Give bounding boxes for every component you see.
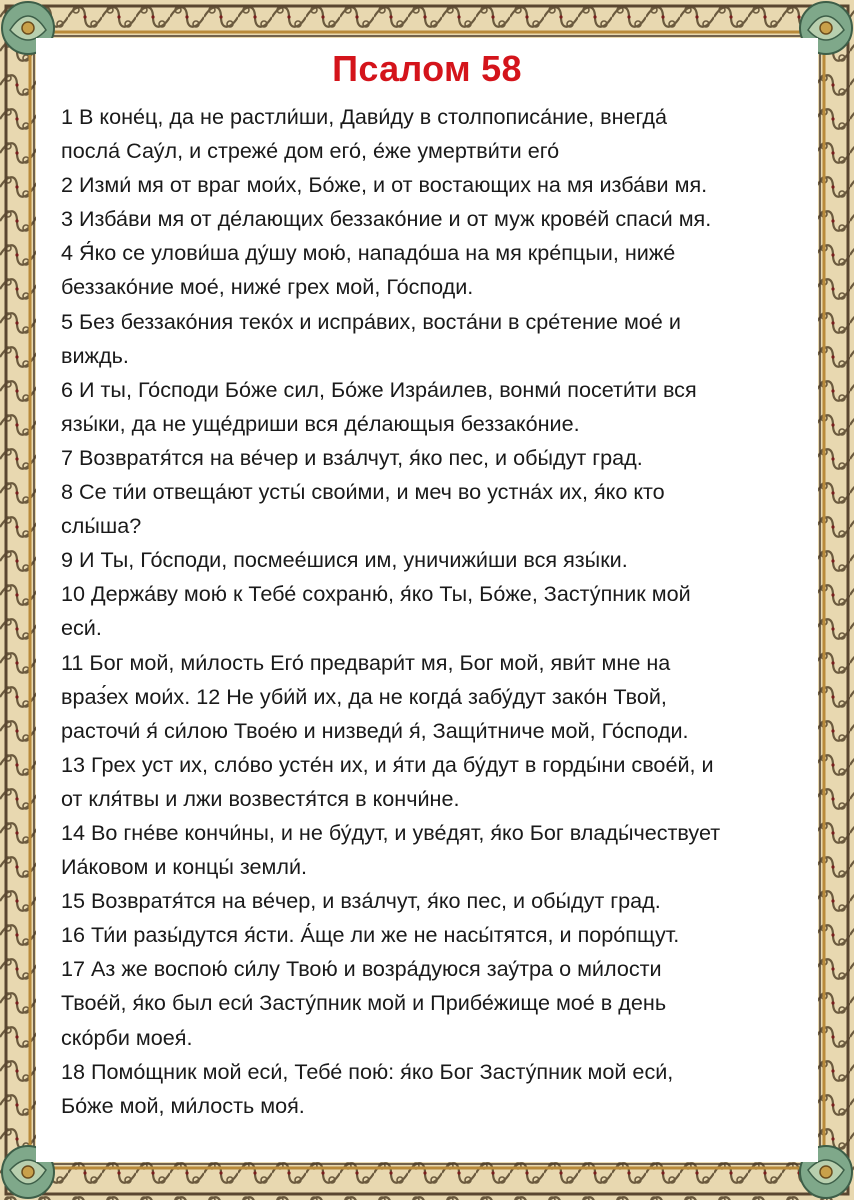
text-line: Твое́й, я́ко был еси́ Засту́пник мой и Прибе́жище мое́ в день [61,990,667,1016]
text-line: 1 В коне́ц, да не растли́ши, Дави́ду в столпописа́ние, внегда́ [61,104,668,129]
text-line: 6 И ты, Го́споди Бо́же сил, Бо́же Изра́илев, вонми́ посети́ти вся [61,376,697,402]
text-line: 18 Помо́щник мой еси́, Тебе́ пою́: я́ко Бог Засту́пник мой еси́, [61,1058,674,1084]
text-line: 16 Ти́и разы́дутся я́сти. А́ще ли же не насы́тятся, и поро́пщут. [61,922,680,948]
text-line: 7 Возвратя́тся на ве́чер и вза́лчут, я́ко пес, и обы́дут град. [61,444,643,470]
text-line: еси́. [61,615,102,641]
text-line: 8 Се ти́и отвеща́ют усты́ свои́ми, и меч во устна́х их, я́ко кто [61,479,665,505]
text-line: 2 Изми́ мя от враг мои́х, Бо́же, и от востающих на мя изба́ви мя. [61,172,708,198]
text-line: 15 Возвратя́тся на ве́чер, и вза́лчут, я́ко пес, и обы́дут град. [61,888,661,914]
psalm-text [61,100,813,1123]
text-line: язы́ки, да не уще́дриши вся де́лающыя беззако́ние. [61,410,580,436]
text-line: ско́рби моея́. [61,1024,193,1050]
text-line: 13 Грех уст их, сло́во усте́н их, и я́ти да бу́дут в горды́ни свое́й, и [61,751,714,777]
text-line: 3 Изба́ви мя от де́лающих беззако́ние и от муж крове́й спаси́ мя. [61,206,712,232]
text-line: слы́ша? [61,513,142,539]
text-line: 9 И Ты, Го́споди, посмее́шися им, уничижи́ши вся язы́ки. [61,547,628,573]
text-line: 10 Держа́ву мою́ к Тебе́ сохраню́, я́ко Ты, Бо́же, Засту́пник мой [61,581,691,607]
text-line: расточи́ я́ си́лою Твое́ю и низведи́ я́, Защи́тниче мой, Го́споди. [61,717,689,743]
text-line: Иа́ковом и концы́ земли́. [61,854,308,880]
text-line: от кля́твы и лжи возвестя́тся в кончи́не. [61,785,460,811]
text-line: 14 Во гне́ве кончи́ны, и не бу́дут, и уве́дят, я́ко Бог влады́чествует [61,819,721,845]
text-line: посла́ Сау́л, и стреже́ дом его́, е́же умертви́ти его́ [61,138,560,164]
text-line: виждь. [61,342,129,368]
page-title: Псалом 58 [332,48,522,89]
text-line: 5 Без беззако́ния теко́х и испра́вих, воста́ни в сре́тение мое́ и [61,308,681,334]
text-line: 4 Я́ко се улови́ша ду́шу мою́, нападо́ша на мя кре́пцыи, ниже́ [61,240,676,266]
text-line: беззако́ние мое́, ниже́ грех мой, Го́споди. [61,274,474,300]
text-line: 11 Бог мой, ми́лость Его́ предвари́т мя, Бог мой, яви́т мне на [61,649,671,675]
text-line: враз́ех мои́х. 12 Не уби́й их, да не когда́ забу́дут зако́н Твой, [61,683,667,709]
text-line: 17 Аз же воспою́ си́лу Твою́ и возра́дуюся зау́тра о ми́лости [61,956,662,982]
text-line: Бо́же мой, ми́лость моя́. [61,1092,305,1118]
